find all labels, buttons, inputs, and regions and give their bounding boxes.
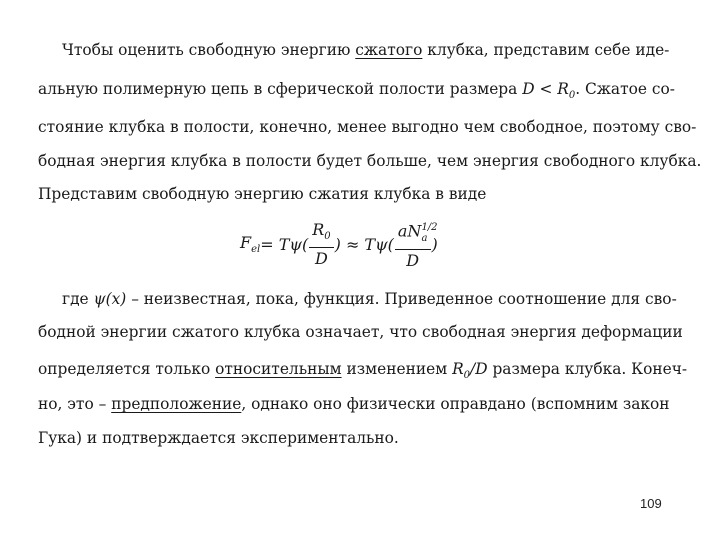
inline-math-psi: ψ(x) bbox=[93, 290, 127, 308]
paragraph2-line2: бодной энергии сжатого клубка означает, что свободная энергия деформации bbox=[38, 323, 683, 341]
inline-math-d-less-r0: $D < R_0$ bbox=[522, 80, 576, 102]
formula-approx: ) ≈ Tψ( bbox=[334, 234, 394, 254]
inline-math-r0-over-d: $R_0/D$ bbox=[452, 360, 488, 382]
formula-eq: = Tψ( bbox=[260, 234, 309, 254]
paragraph1-line5: Представим свободную энергию сжатия клубка в виде bbox=[38, 185, 487, 203]
paragraph1-line3: стояние клубка в полости, конечно, менее выгодно чем свободное, поэтому сво- bbox=[38, 118, 697, 136]
underlined-word-assumption: предположение bbox=[111, 395, 242, 413]
formula-close: ) bbox=[431, 234, 438, 254]
paragraph2-line3: определяется только относительным изменением $R_0/D$ размера клубка. Конеч- bbox=[38, 360, 688, 382]
formula-lhs: $F_{el}$ bbox=[240, 232, 261, 256]
underlined-word-compressed: сжатого bbox=[355, 41, 423, 59]
underlined-word-relative: относительным bbox=[215, 360, 342, 378]
paragraph1-line4: бодная энергия клубка в полости будет больше, чем энергия свободного клубка. bbox=[38, 152, 702, 170]
formula-fraction-2: $\frac{aN^{1/2}_a}{D}$ bbox=[395, 218, 431, 270]
paragraph2-line4: но, это – предположение, однако оно физически оправдано (вспомним закон bbox=[38, 395, 670, 413]
paragraph2-line5: Гука) и подтверждается экспериментально. bbox=[38, 429, 399, 447]
page-number: 109 bbox=[640, 496, 662, 511]
formula-fraction-1: $\frac{R_0}{D}$ bbox=[309, 220, 333, 268]
paragraph2-line1: где ψ(x) – неизвестная, пока, функция. Приведенное соотношение для сво- bbox=[62, 290, 677, 308]
paragraph1-line1: Чтобы оценить свободную энергию сжатого клубка, представим себе иде- bbox=[62, 41, 670, 59]
free-energy-formula bbox=[240, 220, 500, 268]
paragraph1-line2: альную полимерную цепь в сферической полости размера $D < R_0$. Сжатое со- bbox=[38, 80, 675, 102]
